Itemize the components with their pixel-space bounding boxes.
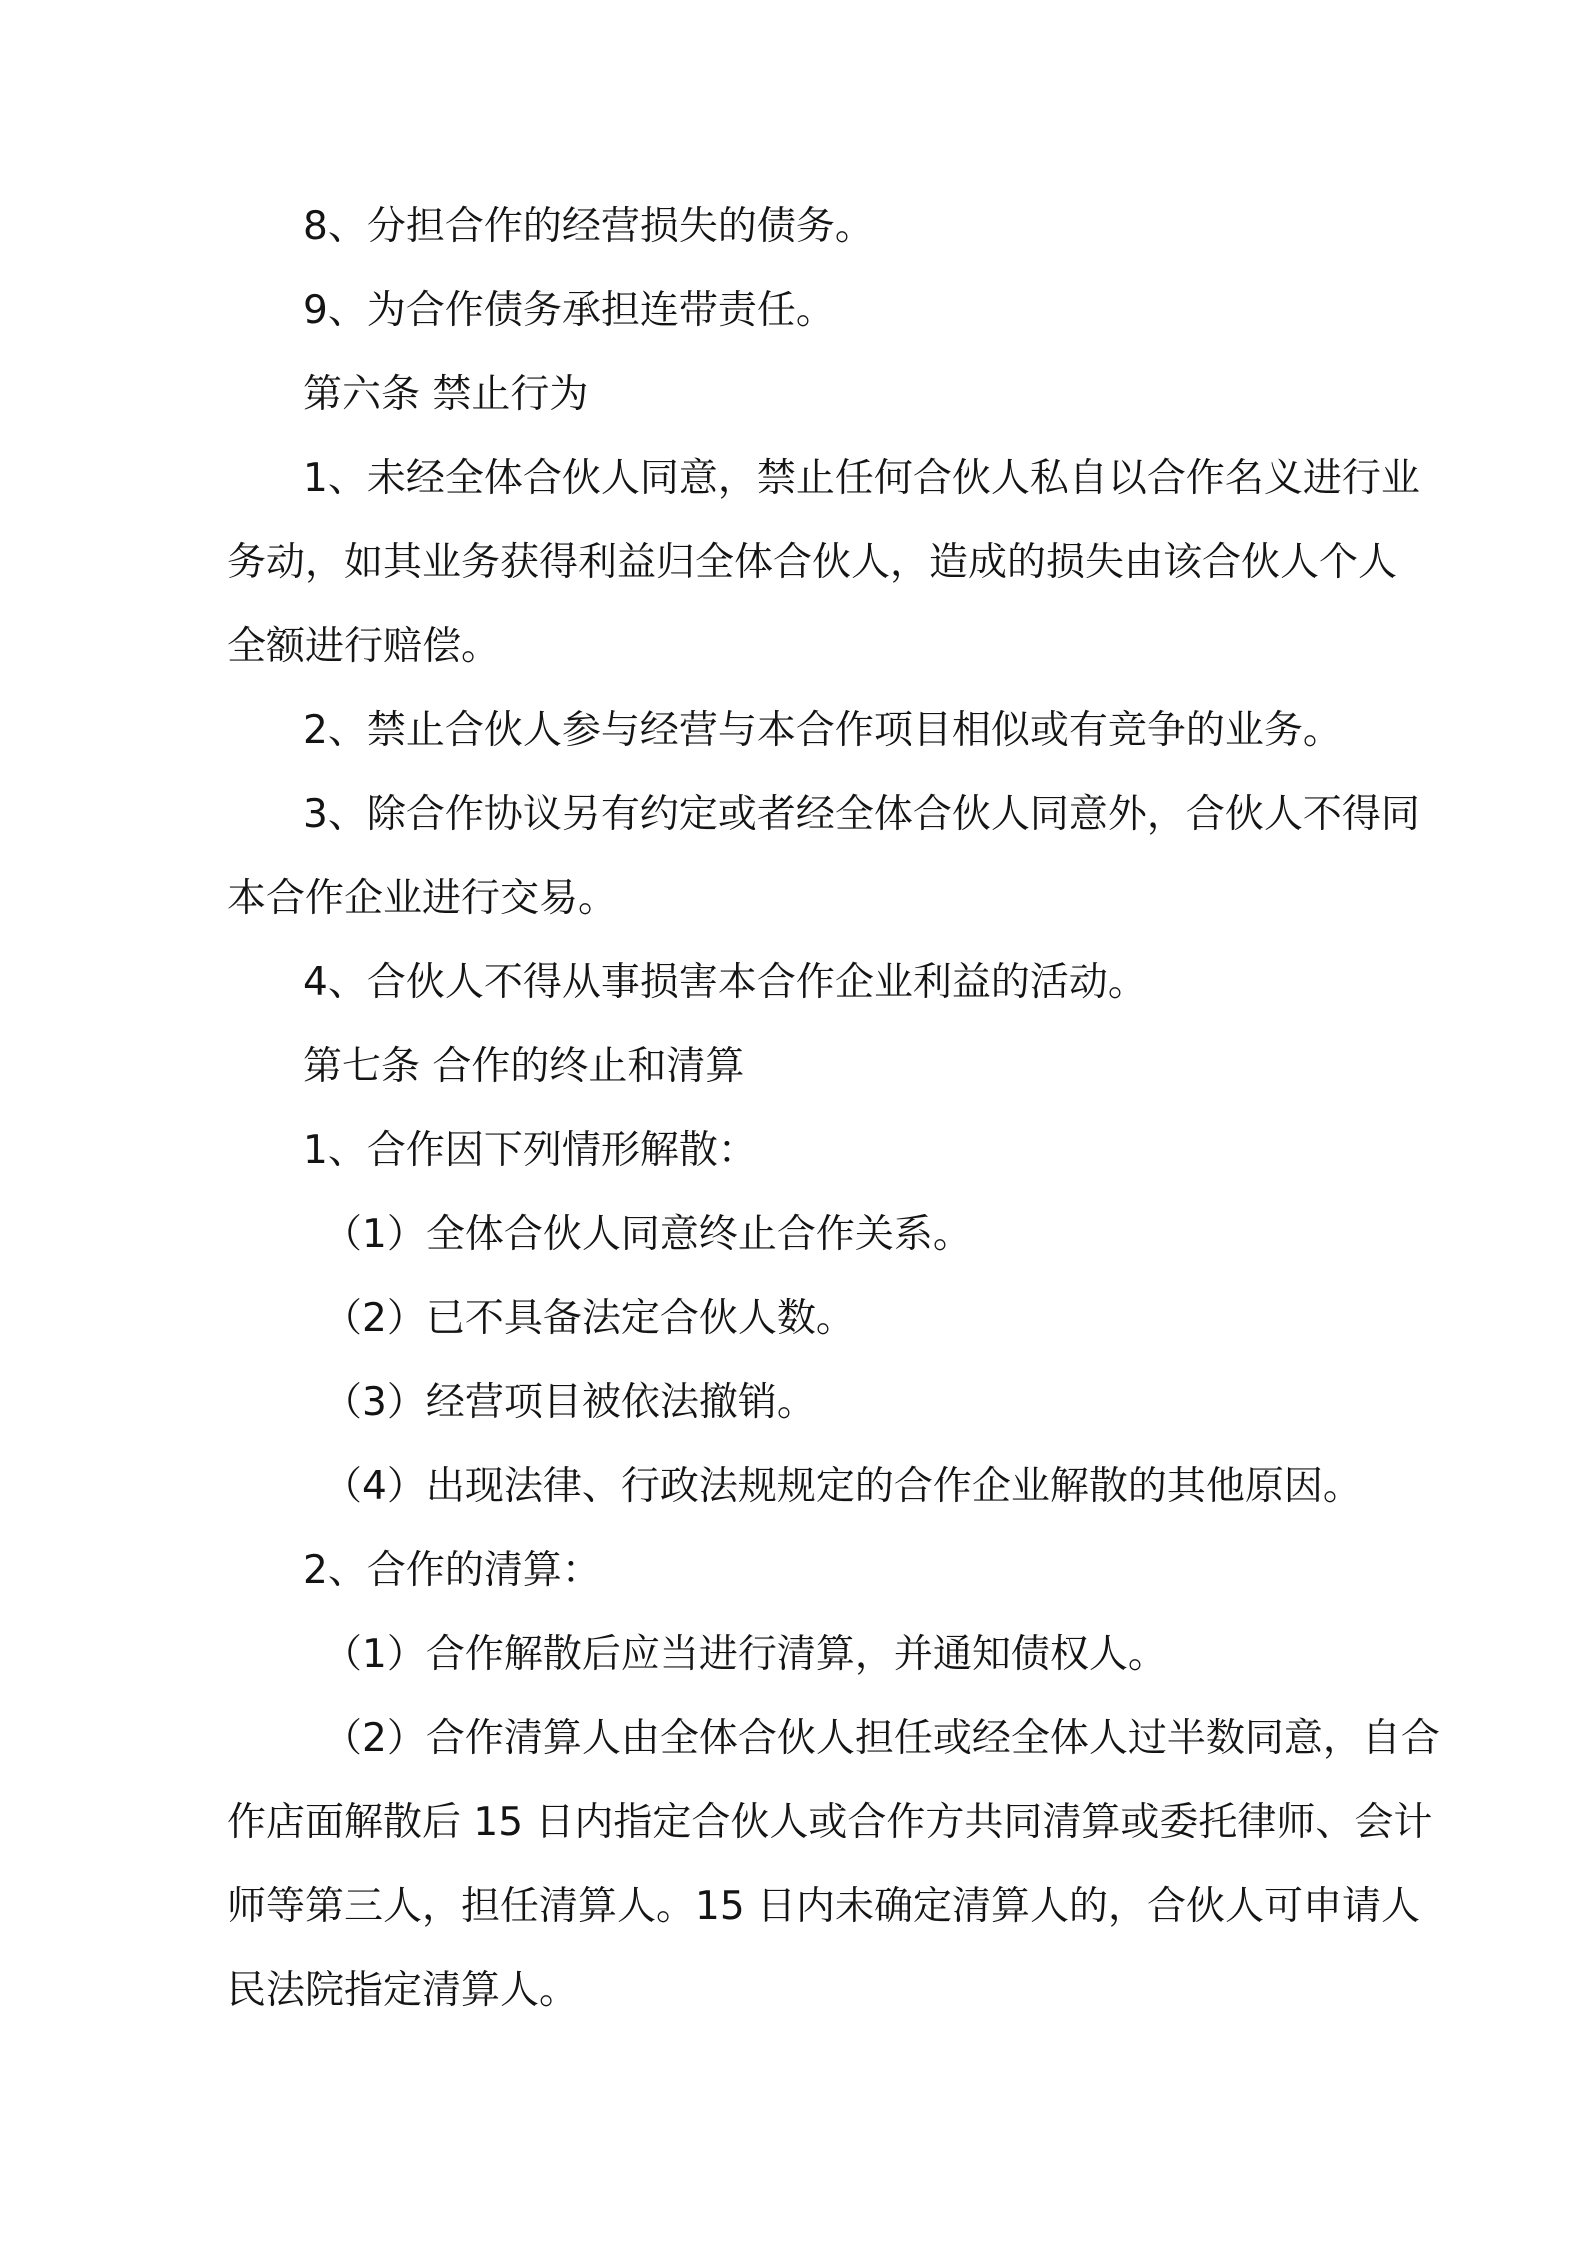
article-6-item-2: 2、禁止合伙人参与经营与本合作项目相似或有竞争的业务。: [303, 708, 1342, 753]
article-7-item-2-sub-2-line-2: 作店面解散后 15 日内指定合伙人或合作方共同清算或委托律师、会计: [227, 1800, 1433, 1845]
article-6-heading: 第六条 禁止行为: [303, 372, 589, 417]
article-6-item-3-line-2: 本合作企业进行交易。: [227, 876, 618, 921]
article-6-item-1-line-1: 1、未经全体合伙人同意，禁止任何合伙人私自以合作名义进行业: [303, 456, 1420, 501]
article-7-item-2-sub-1: （1）合作解散后应当进行清算，并通知债权人。: [323, 1632, 1167, 1677]
article-7-heading: 第七条 合作的终止和清算: [303, 1044, 745, 1089]
article-7-item-2-sub-2-line-1: （2）合作清算人由全体合伙人担任或经全体人过半数同意，自合: [323, 1716, 1440, 1761]
article-7-item-2: 2、合作的清算：: [303, 1548, 601, 1593]
list-item-obligation-9: 9、为合作债务承担连带责任。: [303, 288, 835, 333]
article-7-item-2-sub-2-line-4: 民法院指定清算人。: [227, 1968, 579, 2013]
article-6-item-1-line-2: 务动，如其业务获得利益归全体合伙人，造成的损失由该合伙人个人: [227, 540, 1398, 585]
article-7-item-1-sub-1: （1）全体合伙人同意终止合作关系。: [323, 1212, 972, 1257]
article-7-item-1: 1、合作因下列情形解散：: [303, 1128, 757, 1173]
article-7-item-1-sub-4: （4）出现法律、行政法规规定的合作企业解散的其他原因。: [323, 1464, 1362, 1509]
article-6-item-4: 4、合伙人不得从事损害本合作企业利益的活动。: [303, 960, 1147, 1005]
list-item-obligation-8: 8、分担合作的经营损失的债务。: [303, 204, 874, 249]
article-7-item-1-sub-2: （2）已不具备法定合伙人数。: [323, 1296, 855, 1341]
article-7-item-2-sub-2-line-3: 师等第三人，担任清算人。15 日内未确定清算人的，合伙人可申请人: [227, 1884, 1421, 1929]
article-6-item-1-line-3: 全额进行赔偿。: [227, 624, 501, 669]
document-body: [227, 185, 1440, 2033]
article-7-item-1-sub-3: （3）经营项目被依法撤销。: [323, 1380, 816, 1425]
article-6-item-3-line-1: 3、除合作协议另有约定或者经全体合伙人同意外，合伙人不得同: [303, 792, 1420, 837]
